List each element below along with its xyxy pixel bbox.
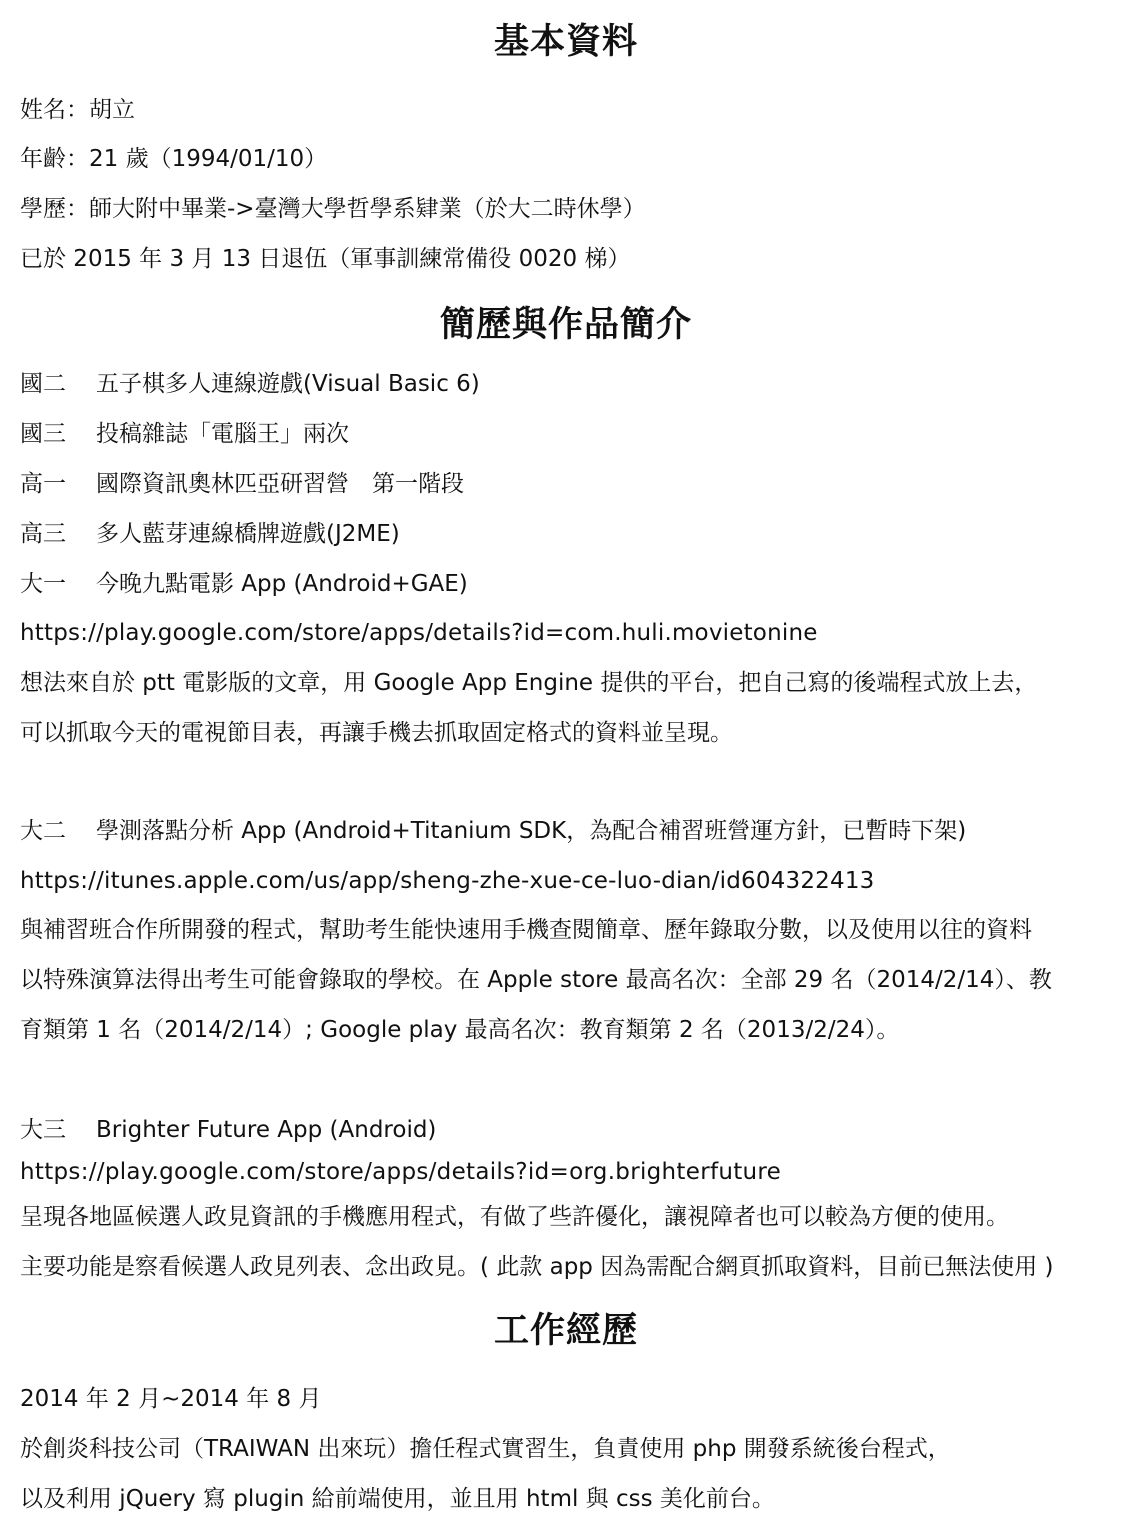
- college-app-description: 以特殊演算法得出考生可能會錄取的學校。在 Apple store 最高名次：全部 29 名（2014/2/14）、教: [20, 967, 1052, 993]
- item-text: Brighter Future App (Android): [96, 1117, 437, 1143]
- item-text: 投稿雜誌「電腦王」兩次: [96, 421, 349, 447]
- education-line: 學歷：師大附中畢業->臺灣大學哲學系肄業（於大二時休學）: [20, 196, 646, 222]
- movie-app-description: 想法來自於 ptt 電影版的文章，用 Google App Engine 提供的平台，把自己寫的後端程式放上去，: [20, 670, 1038, 696]
- college-app-description: 育類第 1 名（2014/2/14）; Google play 最高名次：教育類第 2 名（2013/2/24）。: [20, 1017, 900, 1043]
- portfolio-item: [20, 518, 400, 550]
- basic-info-heading: 基本資料: [493, 22, 638, 62]
- name-line: 姓名：胡立: [20, 97, 135, 123]
- item-text: 國際資訊奧林匹亞研習營 第一階段: [96, 471, 464, 497]
- item-text: 學測落點分析 App (Android+Titanium SDK，為配合補習班營運方針，已暫時下架): [96, 818, 967, 844]
- work-description: 於創炎科技公司（TRAIWAN 出來玩）擔任程式實習生，負責使用 php 開發系統後台程式，: [20, 1436, 951, 1462]
- college-app-description: 與補習班合作所開發的程式，幫助考生能快速用手機查閱簡章、歷年錄取分數，以及使用以往的資料: [20, 917, 1032, 943]
- movie-app-description: 可以抓取今天的電視節目表，再讓手機去抓取固定格式的資料並呈現。: [20, 720, 733, 746]
- portfolio-item: [20, 1114, 436, 1146]
- item-text: 今晚九點電影 App (Android+GAE): [96, 571, 468, 597]
- brighter-future-description: 呈現各地區候選人政見資訊的手機應用程式，有做了些許優化，讓視障者也可以較為方便的使用。: [20, 1204, 1009, 1230]
- college-app-url: https://itunes.apple.com/us/app/sheng-zhe-xue-ce-luo-dian/id604322413: [20, 868, 875, 894]
- portfolio-item: [20, 568, 468, 600]
- movie-app-url: https://play.google.com/store/apps/details?id=com.huli.movietonine: [20, 620, 818, 646]
- portfolio-item: [20, 815, 966, 847]
- work-experience-heading: 工作經歷: [493, 1311, 638, 1351]
- portfolio-heading: 簡歷與作品簡介: [439, 305, 692, 345]
- portfolio-item: [20, 468, 464, 500]
- item-year: 國三: [20, 421, 66, 447]
- portfolio-item: [20, 418, 349, 450]
- work-description: 以及利用 jQuery 寫 plugin 給前端使用，並且用 html 與 css 美化前台。: [20, 1486, 775, 1512]
- portfolio-item: [20, 368, 480, 400]
- brighter-future-description: 主要功能是察看候選人政見列表、念出政見。( 此款 app 因為需配合網頁抓取資料，目前已無法使用 ): [20, 1254, 1054, 1280]
- item-text: 多人藍芽連線橋牌遊戲(J2ME): [96, 521, 400, 547]
- work-period: 2014 年 2 月~2014 年 8 月: [20, 1386, 322, 1412]
- item-text: 五子棋多人連線遊戲(Visual Basic 6): [96, 371, 480, 397]
- age-line: 年齡：21 歲（1994/01/10）: [20, 146, 328, 172]
- item-year: 高一: [20, 471, 66, 497]
- item-year: 國二: [20, 371, 66, 397]
- item-year: 高三: [20, 521, 66, 547]
- item-year: 大三: [20, 1117, 66, 1143]
- brighter-future-url: https://play.google.com/store/apps/details?id=org.brighterfuture: [20, 1159, 782, 1185]
- item-year: 大一: [20, 571, 66, 597]
- military-line: 已於 2015 年 3 月 13 日退伍（軍事訓練常備役 0020 梯）: [20, 246, 631, 272]
- item-year: 大二: [20, 818, 66, 844]
